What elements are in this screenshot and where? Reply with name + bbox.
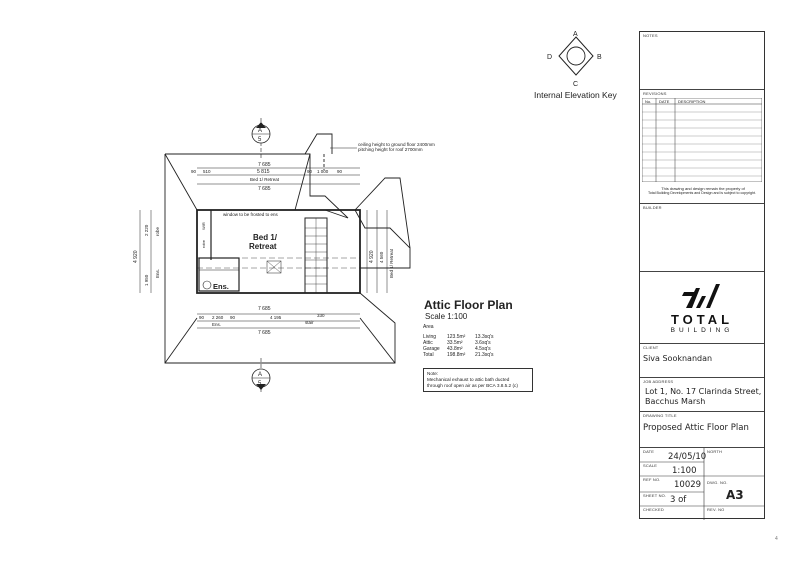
- dim-bottom-sub: Ens.: [212, 322, 222, 327]
- section-marker-top-letter: A: [258, 128, 263, 134]
- dim-left-b: 2 220: [144, 224, 149, 236]
- client-section: [640, 344, 764, 378]
- logo-section: [640, 272, 764, 344]
- dwg-label: DWG. NO.: [707, 480, 728, 485]
- note-line-2: through roof open air as per BCA 3.8.5.2 (c): [427, 383, 518, 388]
- notes-section: [640, 32, 764, 90]
- job-address-line-2: Bacchus Marsh: [645, 397, 706, 406]
- dim-top-right: 90: [337, 169, 343, 174]
- drawing-title: Proposed Attic Floor Plan: [643, 423, 749, 433]
- area-m2: 33.5m²: [447, 340, 463, 346]
- window-note: window to be frosted to ens: [223, 212, 278, 217]
- robe-label: robe: [201, 239, 206, 248]
- scale-label: SCALE: [643, 463, 658, 468]
- area-name: Living: [423, 334, 437, 340]
- dim-top-sub: Bed 1/ Retreat: [250, 177, 280, 182]
- area-m2: 123.5m²: [447, 334, 466, 340]
- dim-bottom-a: 90: [199, 315, 205, 320]
- ref-value: 10029: [674, 480, 702, 490]
- revisions-section: [640, 90, 764, 204]
- note-line-1: Mechanical exhaust to attic bath ducted: [427, 377, 510, 382]
- notes-label: NOTES: [643, 33, 658, 38]
- area-m2: 198.8m²: [447, 352, 466, 358]
- scale-value: 1:100: [672, 466, 697, 476]
- area-sq: 13.3sq's: [475, 334, 494, 340]
- ref-label: REF NO.: [643, 477, 661, 482]
- rev-col-no: No.: [645, 99, 652, 104]
- ceiling-note-1: ceiling height to ground floor 2400mm: [358, 142, 435, 147]
- rev-col-date: DATE: [659, 99, 670, 104]
- area-name: Total: [423, 352, 434, 358]
- wir-label: WIR: [201, 222, 206, 230]
- drawing-title-label: DRAWING TITLE: [643, 413, 677, 418]
- job-address-label: JOB ADDRESS: [643, 379, 674, 384]
- title-block: [639, 31, 765, 519]
- dim-top-mid-a: 90: [307, 169, 313, 174]
- sheet-label: SHEET NO.: [643, 493, 667, 498]
- date-value: 24/05/10: [668, 452, 707, 462]
- dim-top-overall-2: 7 685: [258, 186, 271, 192]
- section-marker-top-sheet: 5: [258, 137, 262, 143]
- revisions-label: REVISIONS: [643, 91, 667, 96]
- area-m2: 43.8m²: [447, 346, 463, 352]
- area-sq: 4.5sq's: [475, 346, 491, 352]
- revisions-table: [642, 98, 762, 182]
- dim-top-mid-b: 1 000: [317, 169, 329, 174]
- retreat-label: Retreat: [249, 242, 277, 251]
- dim-bottom-e: 330: [317, 313, 325, 318]
- section-marker-top: [252, 118, 270, 158]
- client-label: CLIENT: [643, 345, 659, 350]
- attic-room-walls: [197, 210, 360, 293]
- area-row: [423, 352, 493, 358]
- dim-left-d: 1 950: [144, 274, 149, 286]
- dim-bottom-c: 90: [230, 315, 236, 320]
- area-sq: 3.6sq's: [475, 340, 491, 346]
- builder-section: [640, 204, 764, 272]
- date-label: DATE: [643, 449, 655, 454]
- page-number: 4: [775, 536, 778, 542]
- logo-word: TOTAL: [670, 312, 734, 327]
- elevation-key-d: D: [547, 54, 553, 61]
- date-north-row: [640, 448, 764, 506]
- dim-right-sub: Bed 1/ Retreat: [389, 248, 394, 278]
- rev-no-label: REV. NO: [707, 507, 725, 512]
- dim-bottom-b: 2 260: [212, 315, 224, 320]
- checked-row: [640, 506, 764, 518]
- logo-sub: BUILDING: [670, 327, 734, 334]
- drawing-title-section: [640, 412, 764, 448]
- ventilation-note: [423, 368, 533, 392]
- job-address-line-1: Lot 1, No. 17 Clarinda Street,: [645, 387, 762, 396]
- dim-right-b: 4 560: [379, 251, 384, 263]
- elevation-key-label: Internal Elevation Key: [534, 90, 617, 100]
- dim-bottom-overall-2: 7 685: [258, 330, 271, 336]
- dim-top-bed: 5 815: [257, 169, 270, 175]
- elevation-key-c: C: [573, 81, 579, 88]
- total-building-logo-mark: [682, 280, 724, 310]
- dim-top-overall: 7 685: [258, 162, 271, 168]
- area-heading: Area: [423, 324, 434, 330]
- dim-bottom-d: 4 195: [270, 315, 282, 320]
- dim-top-left-b: 510: [203, 169, 211, 174]
- checked-label: CHECKED: [643, 507, 664, 512]
- elevation-key-a: A: [573, 31, 578, 38]
- copyright-line-2: Total Building Developments and Design and is subject to copyright.: [647, 191, 757, 195]
- dim-left-sub-b: Ens.: [155, 268, 160, 278]
- client-name: Siva Sooknandan: [643, 354, 713, 363]
- dim-top-left-a: 90: [191, 169, 197, 174]
- ens-label: Ens.: [213, 282, 229, 291]
- dim-bottom-overall: 7 685: [258, 306, 271, 312]
- sheet-value: 3 of: [670, 495, 687, 505]
- dim-left-overall: 4 920: [133, 250, 139, 263]
- job-address-section: [640, 378, 764, 412]
- ceiling-note-2: pitching height for roof 2700mm: [358, 147, 423, 152]
- dim-right-overall: 4 920: [369, 250, 375, 263]
- area-name: Garage: [423, 346, 440, 352]
- area-sq: 21.3sq's: [475, 352, 494, 358]
- plan-scale: Scale 1:100: [425, 312, 468, 321]
- north-label: NORTH: [707, 449, 723, 454]
- rev-col-description: DESCRIPTION: [678, 99, 706, 104]
- builder-label: BUILDER: [643, 205, 662, 210]
- section-marker-bottom-sheet: 5: [258, 381, 262, 387]
- sheet-size: A3: [726, 488, 744, 502]
- bed-label: Bed 1/: [253, 233, 278, 242]
- attic-floor-plan-drawing: [115, 118, 445, 393]
- area-name: Attic: [423, 340, 433, 346]
- section-marker-bottom-letter: A: [258, 372, 263, 378]
- note-heading: Note:: [427, 371, 439, 376]
- dim-left-sub-a: robe: [155, 226, 160, 236]
- plan-title: Attic Floor Plan: [424, 298, 513, 312]
- copyright-line-1: This drawing and design remain the property of: [661, 186, 745, 191]
- dim-bottom-stair: stair: [305, 320, 314, 325]
- area-table: [423, 324, 493, 358]
- elevation-key-b: B: [597, 54, 602, 61]
